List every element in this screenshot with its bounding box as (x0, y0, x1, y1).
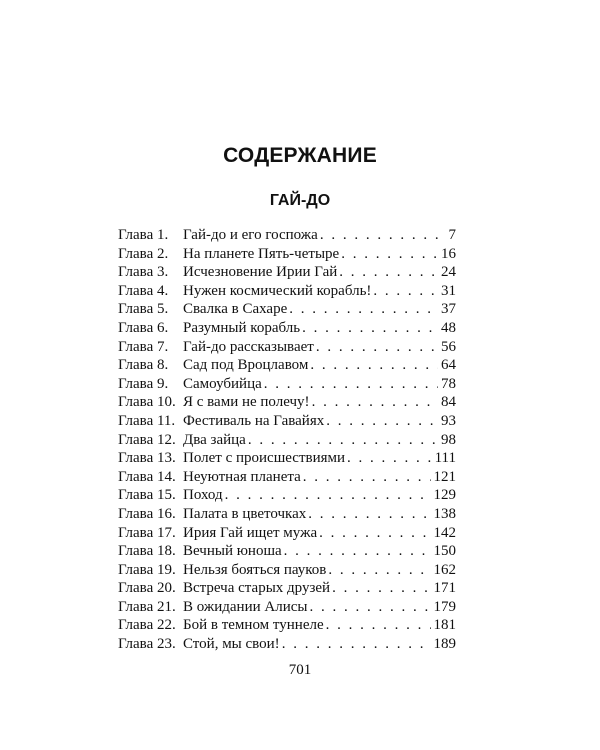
toc-entry (118, 300, 456, 319)
dot-leader (316, 338, 438, 357)
chapter-page-number: 31 (441, 282, 456, 299)
toc-entry (118, 375, 456, 394)
chapter-page-number: 98 (441, 431, 456, 448)
dot-leader (326, 616, 431, 635)
dot-leader (225, 486, 431, 505)
toc-entry (118, 393, 456, 412)
chapter-title: Два зайца (183, 431, 246, 448)
dot-leader (312, 393, 438, 412)
chapter-title: Гай-до рассказывает (183, 338, 314, 355)
chapter-page-number: 121 (433, 468, 456, 485)
chapter-title: Нужен космический корабль! (183, 282, 372, 299)
chapter-label: Глава 18. (118, 543, 176, 560)
chapter-label: Глава 19. (118, 561, 176, 578)
toc-entry (118, 524, 456, 543)
chapter-page-number: 171 (433, 580, 456, 597)
dot-leader (248, 431, 438, 450)
toc-entry (118, 226, 456, 245)
dot-leader (332, 579, 430, 598)
chapter-title: Сад под Вроцлавом (183, 357, 309, 374)
toc-entry (118, 635, 456, 654)
chapter-label: Глава 1. (118, 227, 169, 243)
chapter-label: Глава 3. (118, 264, 169, 281)
toc-entry (118, 486, 456, 505)
chapter-page-number: 78 (441, 375, 456, 392)
chapter-page-number: 162 (433, 561, 456, 578)
dot-leader (373, 282, 438, 301)
chapter-page-number: 189 (433, 636, 456, 653)
page-number: 701 (288, 662, 312, 678)
toc-entry (118, 505, 456, 524)
toc-entry (118, 263, 456, 282)
chapter-title: На планете Пять-четыре (183, 245, 340, 262)
toc-entry (118, 319, 456, 338)
toc-entry (118, 561, 456, 580)
chapter-title: Встреча старых друзей (183, 580, 331, 597)
chapter-title: Нельзя бояться пауков (183, 561, 327, 578)
dot-leader (310, 356, 438, 375)
chapter-page-number: 37 (441, 301, 456, 318)
chapter-page-number: 84 (441, 394, 456, 411)
toc-entry (118, 412, 456, 431)
chapter-page-number: 93 (441, 412, 456, 429)
chapter-page-number: 7 (448, 227, 456, 243)
chapter-page-number: 142 (433, 524, 456, 541)
dot-leader (339, 263, 438, 282)
chapter-title: Полет с происшествиями (183, 450, 346, 467)
toc-entry (118, 598, 456, 617)
section-title: ГАЙ-ДО (269, 192, 331, 209)
chapter-title: Разумный корабль (183, 319, 301, 336)
dot-leader (341, 245, 438, 264)
chapter-title: Палата в цветочках (183, 505, 307, 522)
chapter-label: Глава 14. (118, 468, 176, 485)
dot-leader (282, 635, 431, 654)
dot-leader (289, 300, 438, 319)
chapter-page-number: 64 (441, 357, 456, 374)
chapter-label: Глава 22. (118, 617, 176, 634)
toc-entry (118, 579, 456, 598)
dot-leader (264, 375, 438, 394)
chapter-label: Глава 6. (118, 319, 169, 336)
chapter-label: Глава 16. (118, 505, 176, 522)
dot-leader (319, 524, 430, 543)
chapter-label: Глава 21. (118, 598, 176, 615)
chapter-page-number: 181 (433, 617, 456, 634)
dot-leader (328, 561, 430, 580)
page-title: СОДЕРЖАНИЕ (223, 144, 377, 167)
chapter-label: Глава 20. (118, 580, 176, 597)
toc-entry (118, 468, 456, 487)
chapter-page-number: 48 (441, 319, 456, 336)
chapter-page-number: 150 (433, 543, 456, 560)
chapter-title: Я с вами не полечу! (183, 394, 310, 411)
dot-leader (302, 319, 438, 338)
chapter-title: Стой, мы свои! (183, 636, 280, 653)
chapter-title: Ирия Гай ищет мужа (183, 524, 318, 541)
chapter-label: Глава 11. (118, 412, 176, 429)
chapter-title: Исчезновение Ирии Гай (183, 264, 338, 281)
chapter-title: Фестиваль на Гавайях (183, 412, 325, 429)
chapter-label: Глава 15. (118, 487, 176, 504)
chapter-title: Вечный юноша (183, 543, 282, 560)
toc-entry (118, 338, 456, 357)
dot-leader (309, 598, 430, 617)
chapter-page-number: 138 (433, 505, 456, 522)
chapter-page-number: 24 (441, 264, 456, 281)
chapter-page-number: 16 (441, 245, 456, 262)
dot-leader (347, 449, 432, 468)
chapter-label: Глава 5. (118, 301, 169, 318)
chapter-label: Глава 23. (118, 636, 176, 653)
chapter-label: Глава 4. (118, 282, 169, 299)
chapter-label: Глава 8. (118, 357, 169, 374)
chapter-title: Свалка в Сахаре (183, 301, 288, 318)
chapter-title: Самоубийца (183, 375, 262, 392)
toc-entry (118, 616, 456, 635)
chapter-label: Глава 10. (118, 394, 176, 411)
toc-entry (118, 542, 456, 561)
chapter-label: Глава 13. (118, 450, 176, 467)
chapter-title: Бой в темном туннеле (183, 617, 324, 634)
toc-entry (118, 356, 456, 375)
dot-leader (303, 468, 431, 487)
chapter-title: В ожидании Алисы (183, 598, 308, 615)
dot-leader (284, 542, 431, 561)
dot-leader (326, 412, 438, 431)
table-of-contents (118, 226, 456, 654)
chapter-label: Глава 17. (118, 524, 176, 541)
chapter-title: Неуютная планета (183, 468, 301, 485)
toc-entry (118, 282, 456, 301)
toc-entry (118, 449, 456, 468)
dot-leader (320, 226, 446, 245)
toc-entry (118, 245, 456, 264)
chapter-label: Глава 7. (118, 338, 169, 355)
toc-entry (118, 431, 456, 450)
chapter-label: Глава 12. (118, 431, 176, 448)
chapter-title: Поход (183, 487, 223, 504)
chapter-label: Глава 9. (118, 375, 169, 392)
dot-leader (308, 505, 430, 524)
chapter-page-number: 56 (441, 338, 456, 355)
chapter-page-number: 179 (433, 598, 456, 615)
chapter-page-number: 111 (434, 450, 456, 467)
chapter-page-number: 129 (433, 487, 456, 504)
chapter-label: Глава 2. (118, 245, 169, 262)
chapter-title: Гай-до и его госпожа (183, 227, 318, 243)
